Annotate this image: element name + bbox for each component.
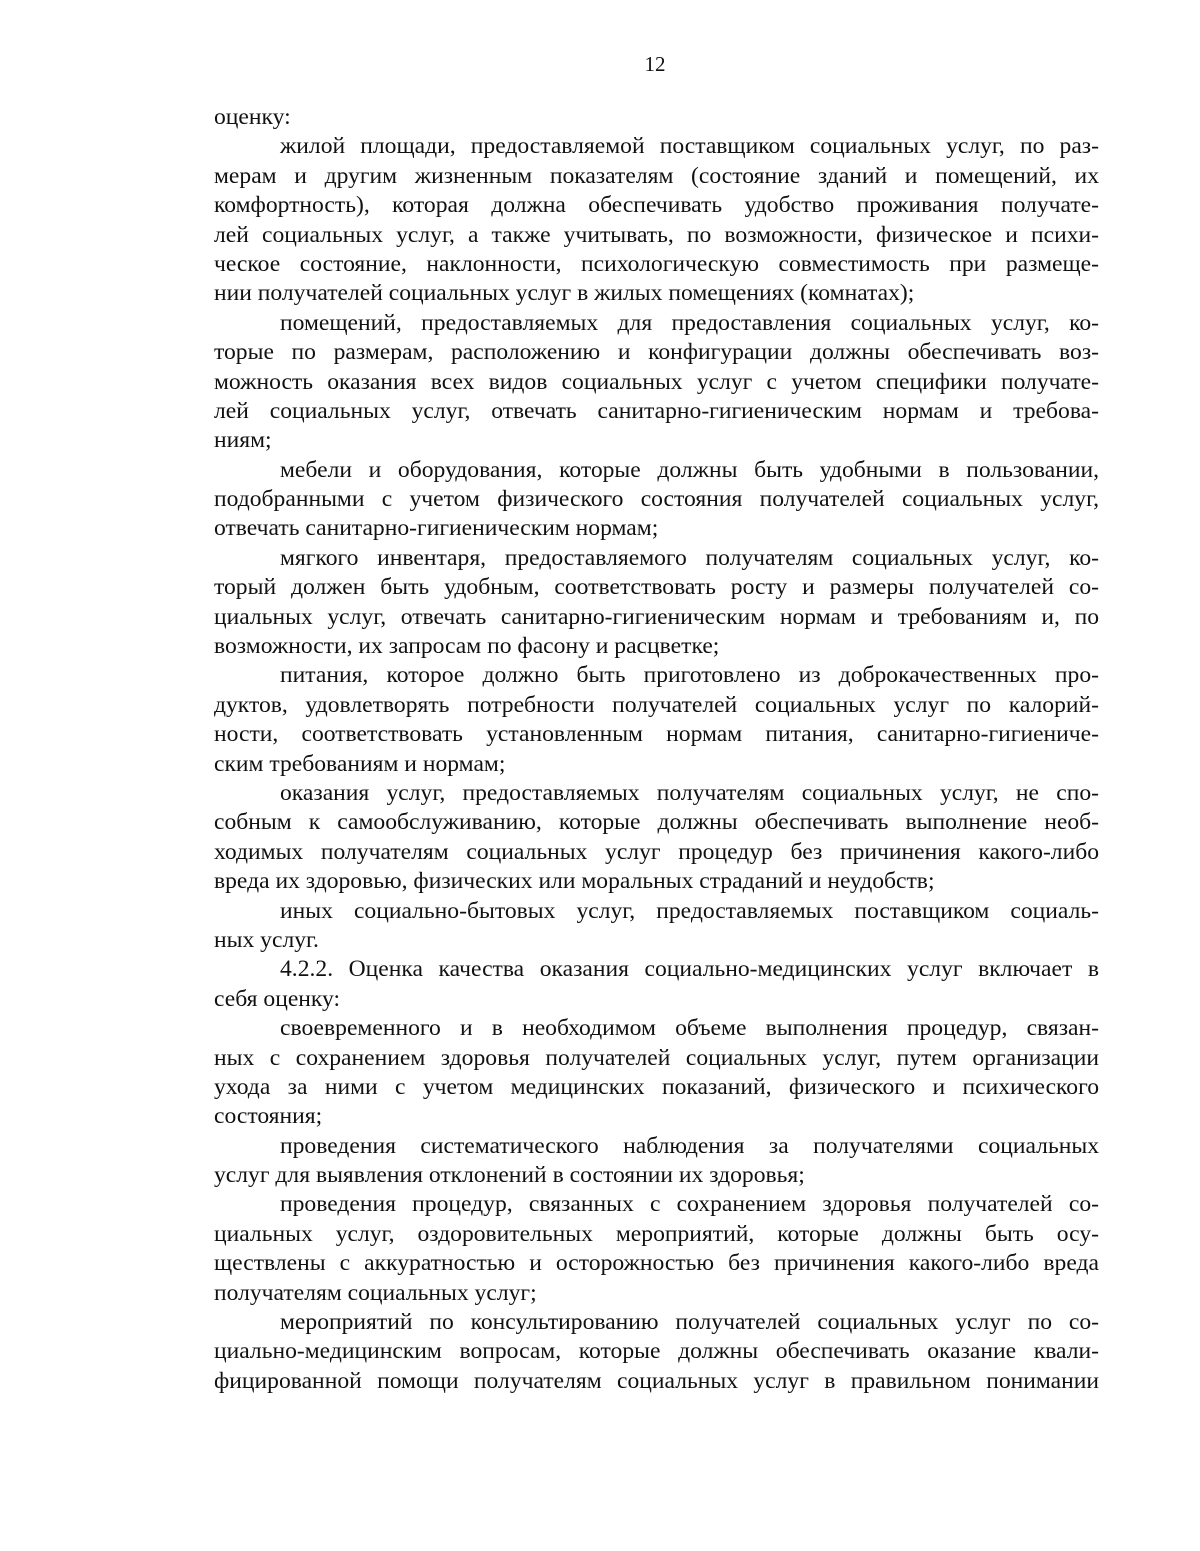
text-line: вреда их здоровью, физических или моральных страданий и неудобств; <box>214 868 935 895</box>
text-line: иных социально-бытовых услуг, предоставляемых поставщиком социаль- <box>280 897 1099 924</box>
text-line: циальных услуг, отвечать санитарно-гигиеническим нормам и требованиям и, по <box>214 603 1099 630</box>
text-line: торые по размерам, расположению и конфигурации должны обеспечивать воз- <box>214 339 1099 366</box>
text-line: проведения процедур, связанных с сохранением здоровья получателей со- <box>280 1191 1099 1218</box>
text-line: возможности, их запросам по фасону и расцветке; <box>214 633 720 660</box>
text-line: ходимых получателям социальных услуг процедур без причинения какого-либо <box>214 838 1099 865</box>
text-line: отвечать санитарно-гигиеническим нормам; <box>214 515 659 542</box>
text-line: ухода за ними с учетом медицинских показаний, физического и психического <box>214 1073 1099 1100</box>
text-line: оказания услуг, предоставляемых получателям социальных услуг, не спо- <box>280 779 1099 806</box>
text-line: ществлены с аккуратностью и осторожностью без причинения какого-либо вреда <box>214 1250 1099 1277</box>
document-body <box>214 103 1099 1396</box>
page-number: 12 <box>644 52 666 76</box>
text-line: фицированной помощи получателям социальных услуг в правильном понимании <box>214 1367 1099 1394</box>
text-line: ческое состояние, наклонности, психологическую совместимость при размеще- <box>214 250 1099 277</box>
text-line: нии получателей социальных услуг в жилых помещениях (комнатах); <box>214 280 915 307</box>
text-line: ности, соответствовать установленным нормам питания, санитарно-гигиениче- <box>214 721 1099 748</box>
text-line: своевременного и в необходимом объеме выполнения процедур, связан- <box>280 1015 1099 1042</box>
text-line: мебели и оборудования, которые должны быть удобными в пользовании, <box>280 456 1099 483</box>
text-line: ных услуг. <box>214 926 319 953</box>
text-line: комфортность), которая должна обеспечивать удобство проживания получате- <box>214 192 1099 219</box>
text-line: услуг для выявления отклонений в состоянии их здоровья; <box>214 1162 805 1189</box>
text-line: состояния; <box>214 1103 323 1130</box>
text-line: подобранными с учетом физического состояния получателей социальных услуг, <box>214 486 1099 513</box>
text-line: получателям социальных услуг; <box>214 1279 537 1306</box>
text-line: дуктов, удовлетворять потребности получателей социальных услуг по калорий- <box>214 691 1099 718</box>
text-line: ским требованиям и нормам; <box>214 750 506 777</box>
text-line: мероприятий по консультированию получателей социальных услуг по со- <box>280 1309 1099 1336</box>
text-line: мягкого инвентаря, предоставляемого получателям социальных услуг, ко- <box>280 544 1099 571</box>
text-line: можность оказания всех видов социальных услуг с учетом специфики получате- <box>214 368 1099 395</box>
text-line: оценку: <box>214 104 291 130</box>
text-line: циальных услуг, оздоровительных мероприятий, которые должны быть осу- <box>214 1220 1099 1247</box>
text-line: циально-медицинским вопросам, которые должны обеспечивать оказание квали- <box>214 1338 1099 1365</box>
text-line: питания, которое должно быть приготовлено из доброкачественных про- <box>280 662 1099 689</box>
text-line: ных с сохранением здоровья получателей социальных услуг, путем организации <box>214 1044 1099 1071</box>
text-line: жилой площади, предоставляемой поставщиком социальных услуг, по раз- <box>280 133 1099 160</box>
text-line: ниям; <box>214 427 272 454</box>
text-line: помещений, предоставляемых для предоставления социальных услуг, ко- <box>280 309 1099 336</box>
text-line: 4.2.2. Оценка качества оказания социально-медицинских услуг включает в <box>280 956 1099 983</box>
text-line: лей социальных услуг, отвечать санитарно-гигиеническим нормам и требова- <box>214 397 1099 424</box>
text-line: мерам и другим жизненным показателям (состояние зданий и помещений, их <box>214 162 1099 189</box>
text-line: лей социальных услуг, а также учитывать, по возможности, физическое и психи- <box>214 221 1099 248</box>
text-line: торый должен быть удобным, соответствовать росту и размеры получателей со- <box>214 574 1099 601</box>
text-line: собным к самообслуживанию, которые должны обеспечивать выполнение необ- <box>214 809 1099 836</box>
text-line: проведения систематического наблюдения за получателями социальных <box>280 1132 1099 1159</box>
text-line: себя оценку: <box>214 985 341 1012</box>
